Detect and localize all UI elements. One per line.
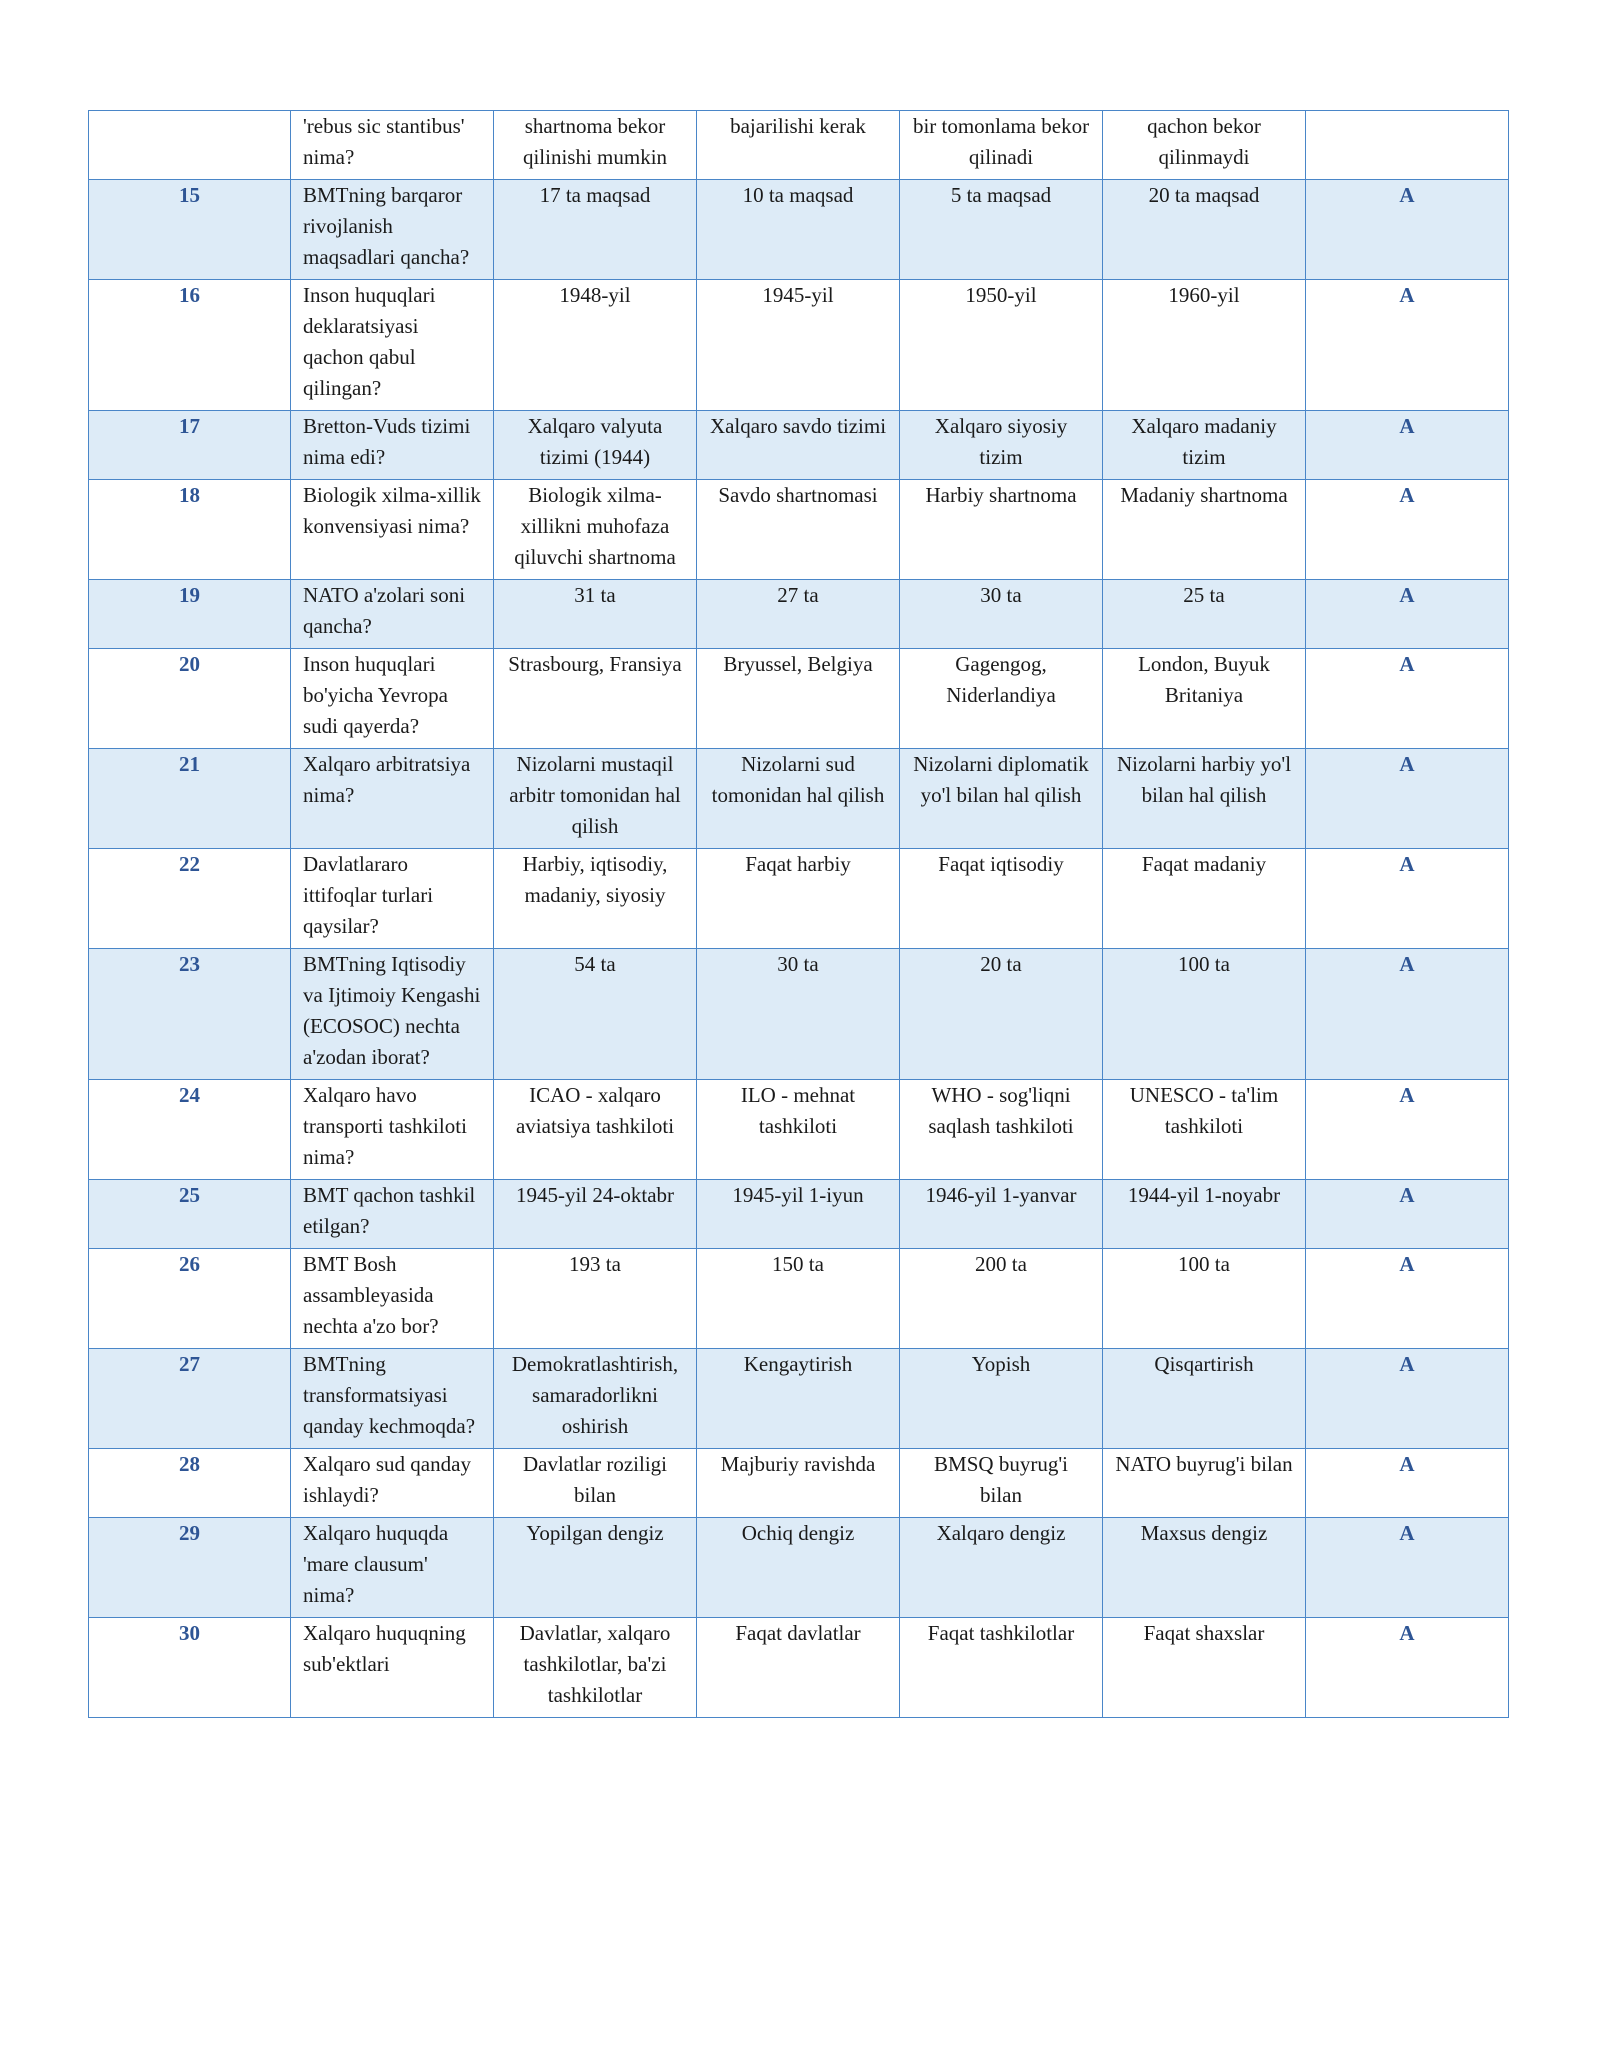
option-b: 27 ta (697, 580, 900, 649)
option-b: Ochiq dengiz (697, 1518, 900, 1618)
option-d: 100 ta (1103, 949, 1306, 1080)
option-b: Savdo shartnomasi (697, 480, 900, 580)
correct-answer: A (1306, 949, 1509, 1080)
option-a: Yopilgan dengiz (494, 1518, 697, 1618)
option-b: Bryussel, Belgiya (697, 649, 900, 749)
table-row (89, 180, 1509, 280)
question-text: Xalqaro arbitratsiya nima? (291, 749, 494, 849)
question-text: BMTning barqaror rivojlanish maqsadlari qancha? (291, 180, 494, 280)
correct-answer: A (1306, 649, 1509, 749)
question-number: 19 (89, 580, 291, 649)
question-number: 22 (89, 849, 291, 949)
table-row (89, 411, 1509, 480)
correct-answer (1306, 111, 1509, 180)
question-number: 30 (89, 1618, 291, 1718)
option-b: Faqat davlatlar (697, 1618, 900, 1718)
question-number: 26 (89, 1249, 291, 1349)
option-c: Faqat tashkilotlar (900, 1618, 1103, 1718)
option-b: 150 ta (697, 1249, 900, 1349)
question-text: BMT qachon tashkil etilgan? (291, 1180, 494, 1249)
question-number: 17 (89, 411, 291, 480)
option-b: Faqat harbiy (697, 849, 900, 949)
option-a: Nizolarni mustaqil arbitr tomonidan hal qilish (494, 749, 697, 849)
option-c: Yopish (900, 1349, 1103, 1449)
option-d: UNESCO - ta'lim tashkiloti (1103, 1080, 1306, 1180)
option-a: Strasbourg, Fransiya (494, 649, 697, 749)
option-c: 5 ta maqsad (900, 180, 1103, 280)
option-d: 1944-yil 1-noyabr (1103, 1180, 1306, 1249)
question-text: BMTning transformatsiyasi qanday kechmoqda? (291, 1349, 494, 1449)
correct-answer: A (1306, 1449, 1509, 1518)
option-a: 54 ta (494, 949, 697, 1080)
option-c: 200 ta (900, 1249, 1103, 1349)
option-a: Demokratlashtirish, samaradorlikni oshirish (494, 1349, 697, 1449)
option-b: Xalqaro savdo tizimi (697, 411, 900, 480)
option-b: Kengaytirish (697, 1349, 900, 1449)
question-text: 'rebus sic stantibus' nima? (291, 111, 494, 180)
question-number: 23 (89, 949, 291, 1080)
table-row (89, 1180, 1509, 1249)
option-a: Davlatlar roziligi bilan (494, 1449, 697, 1518)
question-text: BMTning Iqtisodiy va Ijtimoiy Kengashi (ECOSOC) nechta a'zodan iborat? (291, 949, 494, 1080)
option-c: BMSQ buyrug'i bilan (900, 1449, 1103, 1518)
option-a: Davlatlar, xalqaro tashkilotlar, ba'zi tashkilotlar (494, 1618, 697, 1718)
option-a: 17 ta maqsad (494, 180, 697, 280)
option-d: Maxsus dengiz (1103, 1518, 1306, 1618)
question-text: Inson huquqlari bo'yicha Yevropa sudi qayerda? (291, 649, 494, 749)
option-a: Biologik xilma-xillikni muhofaza qiluvchi shartnoma (494, 480, 697, 580)
table-row (89, 1618, 1509, 1718)
option-c: WHO - sog'liqni saqlash tashkiloti (900, 1080, 1103, 1180)
correct-answer: A (1306, 1180, 1509, 1249)
correct-answer: A (1306, 1349, 1509, 1449)
table-row (89, 649, 1509, 749)
option-d: Madaniy shartnoma (1103, 480, 1306, 580)
question-number: 20 (89, 649, 291, 749)
correct-answer: A (1306, 1518, 1509, 1618)
question-number: 21 (89, 749, 291, 849)
table-row (89, 480, 1509, 580)
question-number: 28 (89, 1449, 291, 1518)
option-b: 30 ta (697, 949, 900, 1080)
option-c: 1950-yil (900, 280, 1103, 411)
question-number: 18 (89, 480, 291, 580)
table-row (89, 1518, 1509, 1618)
correct-answer: A (1306, 480, 1509, 580)
option-d: Faqat madaniy (1103, 849, 1306, 949)
table-row (89, 949, 1509, 1080)
option-d: Nizolarni harbiy yo'l bilan hal qilish (1103, 749, 1306, 849)
option-c: Faqat iqtisodiy (900, 849, 1103, 949)
option-c: 1946-yil 1-yanvar (900, 1180, 1103, 1249)
correct-answer: A (1306, 580, 1509, 649)
option-c: Harbiy shartnoma (900, 480, 1103, 580)
correct-answer: A (1306, 180, 1509, 280)
correct-answer: A (1306, 1080, 1509, 1180)
option-c: Xalqaro dengiz (900, 1518, 1103, 1618)
question-text: Xalqaro huquqning sub'ektlari (291, 1618, 494, 1718)
option-d: London, Buyuk Britaniya (1103, 649, 1306, 749)
option-d: 20 ta maqsad (1103, 180, 1306, 280)
option-c: Nizolarni diplomatik yo'l bilan hal qilish (900, 749, 1103, 849)
question-number: 29 (89, 1518, 291, 1618)
option-c: 20 ta (900, 949, 1103, 1080)
option-c: 30 ta (900, 580, 1103, 649)
option-d: 1960-yil (1103, 280, 1306, 411)
correct-answer: A (1306, 1618, 1509, 1718)
option-c: Xalqaro siyosiy tizim (900, 411, 1103, 480)
option-c: bir tomonlama bekor qilinadi (900, 111, 1103, 180)
question-text: Biologik xilma-xillik konvensiyasi nima? (291, 480, 494, 580)
option-b: Nizolarni sud tomonidan hal qilish (697, 749, 900, 849)
question-text: Xalqaro havo transporti tashkiloti nima? (291, 1080, 494, 1180)
question-text: Bretton-Vuds tizimi nima edi? (291, 411, 494, 480)
option-d: qachon bekor qilinmaydi (1103, 111, 1306, 180)
option-a: 1945-yil 24-oktabr (494, 1180, 697, 1249)
question-number (89, 111, 291, 180)
table-row (89, 1349, 1509, 1449)
question-text: BMT Bosh assambleyasida nechta a'zo bor? (291, 1249, 494, 1349)
option-c: Gagengog, Niderlandiya (900, 649, 1103, 749)
option-a: 1948-yil (494, 280, 697, 411)
option-d: Qisqartirish (1103, 1349, 1306, 1449)
question-text: Xalqaro huquqda 'mare clausum' nima? (291, 1518, 494, 1618)
table-row (89, 749, 1509, 849)
option-d: Faqat shaxslar (1103, 1618, 1306, 1718)
table-row (89, 111, 1509, 180)
quiz-table (88, 110, 1509, 1718)
question-number: 27 (89, 1349, 291, 1449)
table-row (89, 849, 1509, 949)
option-d: 25 ta (1103, 580, 1306, 649)
question-text: Davlatlararo ittifoqlar turlari qaysilar? (291, 849, 494, 949)
option-b: 1945-yil (697, 280, 900, 411)
question-text: Xalqaro sud qanday ishlaydi? (291, 1449, 494, 1518)
correct-answer: A (1306, 1249, 1509, 1349)
table-row (89, 1080, 1509, 1180)
option-b: 10 ta maqsad (697, 180, 900, 280)
question-number: 25 (89, 1180, 291, 1249)
correct-answer: A (1306, 749, 1509, 849)
option-a: 193 ta (494, 1249, 697, 1349)
option-b: ILO - mehnat tashkiloti (697, 1080, 900, 1180)
question-text: Inson huquqlari deklaratsiyasi qachon qabul qilingan? (291, 280, 494, 411)
option-b: 1945-yil 1-iyun (697, 1180, 900, 1249)
question-text: NATO a'zolari soni qancha? (291, 580, 494, 649)
option-d: 100 ta (1103, 1249, 1306, 1349)
question-number: 16 (89, 280, 291, 411)
correct-answer: A (1306, 411, 1509, 480)
table-row (89, 580, 1509, 649)
option-a: ICAO - xalqaro aviatsiya tashkiloti (494, 1080, 697, 1180)
option-b: Majburiy ravishda (697, 1449, 900, 1518)
option-b: bajarilishi kerak (697, 111, 900, 180)
correct-answer: A (1306, 280, 1509, 411)
option-d: NATO buyrug'i bilan (1103, 1449, 1306, 1518)
option-a: 31 ta (494, 580, 697, 649)
question-number: 15 (89, 180, 291, 280)
option-d: Xalqaro madaniy tizim (1103, 411, 1306, 480)
question-number: 24 (89, 1080, 291, 1180)
option-a: Harbiy, iqtisodiy, madaniy, siyosiy (494, 849, 697, 949)
table-row (89, 1449, 1509, 1518)
table-row (89, 280, 1509, 411)
table-row (89, 1249, 1509, 1349)
option-a: shartnoma bekor qilinishi mumkin (494, 111, 697, 180)
correct-answer: A (1306, 849, 1509, 949)
option-a: Xalqaro valyuta tizimi (1944) (494, 411, 697, 480)
